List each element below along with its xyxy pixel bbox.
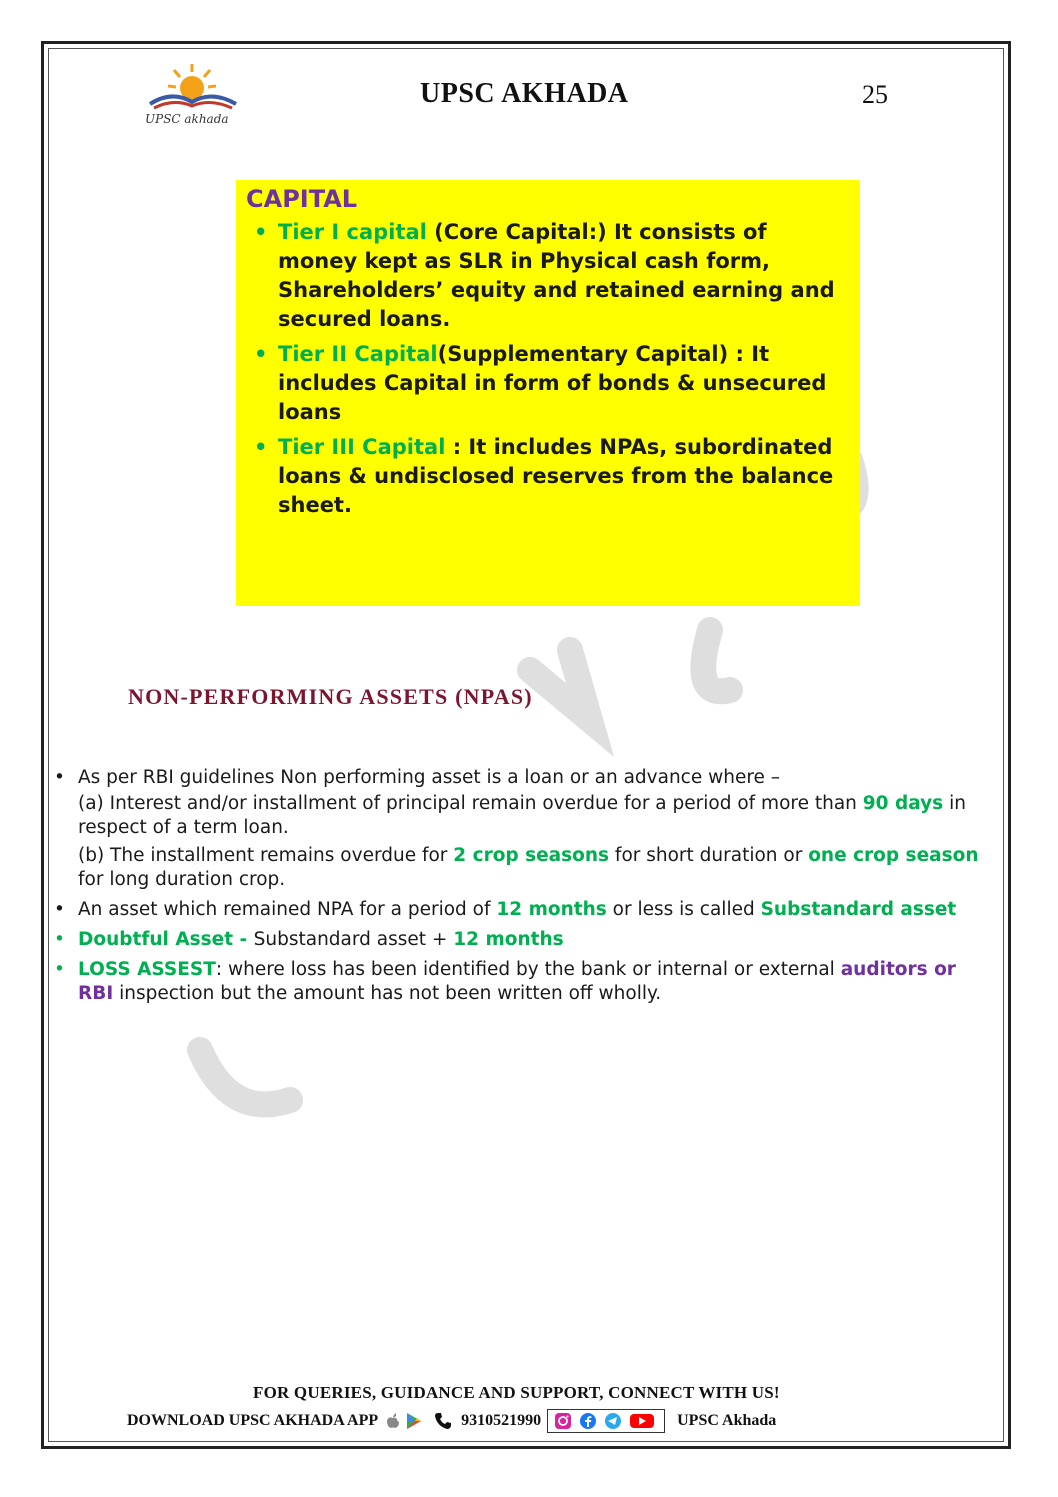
play-store-icon[interactable] — [405, 1412, 423, 1430]
capital-item-tier2 — [246, 340, 842, 427]
capital-item-tier1 — [246, 218, 842, 334]
npa-highlight: Doubtful Asset - — [78, 929, 254, 950]
instagram-icon[interactable] — [554, 1412, 572, 1430]
youtube-icon[interactable] — [629, 1412, 655, 1430]
footer-app-line — [127, 1408, 776, 1434]
npa-text: for long duration crop. — [78, 869, 286, 890]
capital-term: Tier III Capital — [278, 435, 446, 459]
npa-text: An asset which remained NPA for a period of — [78, 899, 497, 920]
npa-item-doubtful — [52, 928, 992, 952]
npa-highlight: 2 crop seasons — [453, 845, 610, 866]
npa-text: (a) Interest and/or installment of principal remain overdue for a period of more than — [78, 793, 863, 814]
social-links — [547, 1409, 665, 1433]
npa-highlight: Substandard asset — [760, 899, 957, 920]
capital-list — [246, 218, 842, 520]
npa-body — [52, 766, 992, 1012]
npa-text: or less is called — [606, 899, 761, 920]
capital-desc: (Supplementary Capital) : It includes Capital in form of bonds & unsecured loans — [278, 342, 827, 424]
npa-item-loss — [52, 958, 992, 1006]
footer-contact-line: FOR QUERIES, GUIDANCE AND SUPPORT, CONNECT WITH US! — [253, 1383, 780, 1402]
capital-desc: (Core Capital:) It consists of money kept as SLR in Physical cash form, Shareholders’ equity and retained earning and secured loans. — [278, 220, 835, 331]
npa-text: Substandard asset + — [253, 929, 454, 950]
npa-highlight: 12 months — [453, 929, 564, 950]
telegram-icon[interactable] — [604, 1412, 622, 1430]
apple-icon[interactable] — [384, 1412, 402, 1430]
download-app-text: DOWNLOAD UPSC AKHADA APP — [127, 1412, 379, 1429]
brand-name: UPSC Akhada — [677, 1412, 777, 1429]
npa-heading: NON-PERFORMING ASSETS (NPAS) — [128, 684, 533, 709]
phone-number[interactable]: 9310521990 — [461, 1412, 542, 1429]
npa-text: for short duration or — [609, 845, 809, 866]
bullet-icon: • — [54, 959, 65, 980]
capital-box — [236, 180, 860, 606]
npa-item-substandard — [52, 898, 992, 922]
npa-highlight: LOSS ASSEST — [78, 959, 216, 980]
bullet-icon: • — [54, 899, 65, 920]
capital-title: CAPITAL — [246, 185, 358, 213]
npa-highlight: 90 days — [862, 793, 944, 814]
npa-text: : where loss has been identified by the bank or internal or external — [215, 959, 841, 980]
npa-text: As per RBI guidelines Non performing asset is a loan or an advance where – — [78, 767, 781, 788]
capital-term: Tier II Capital — [278, 342, 438, 366]
bullet-icon: • — [254, 220, 268, 244]
npa-text: (b) The installment remains overdue for — [78, 845, 454, 866]
npa-highlight: 12 months — [496, 899, 607, 920]
npa-subitem-b — [78, 844, 992, 892]
npa-subitem-a — [78, 792, 992, 840]
bullet-icon: • — [54, 929, 65, 950]
npa-highlight: one crop season — [808, 845, 979, 866]
page-header-title: UPSC AKHADA — [420, 78, 629, 109]
bullet-icon: • — [254, 342, 268, 366]
npa-text: inspection but the amount has not been written off wholly. — [113, 983, 662, 1004]
npa-highlight: auditors or RBI — [78, 959, 956, 1004]
capital-item-tier3 — [246, 433, 842, 520]
capital-desc: : It includes NPAs, subordinated loans & undisclosed reserves from the balance sheet. — [278, 435, 834, 517]
phone-icon[interactable] — [434, 1412, 452, 1430]
bullet-icon: • — [254, 435, 268, 459]
logo-text: UPSC akhada — [145, 112, 229, 126]
bullet-icon: • — [54, 767, 65, 788]
npa-text: in respect of a term loan. — [78, 793, 966, 838]
page-number: 25 — [862, 80, 888, 109]
capital-term: Tier I capital — [278, 220, 427, 244]
facebook-icon[interactable] — [579, 1412, 597, 1430]
npa-item-definition — [52, 766, 992, 892]
